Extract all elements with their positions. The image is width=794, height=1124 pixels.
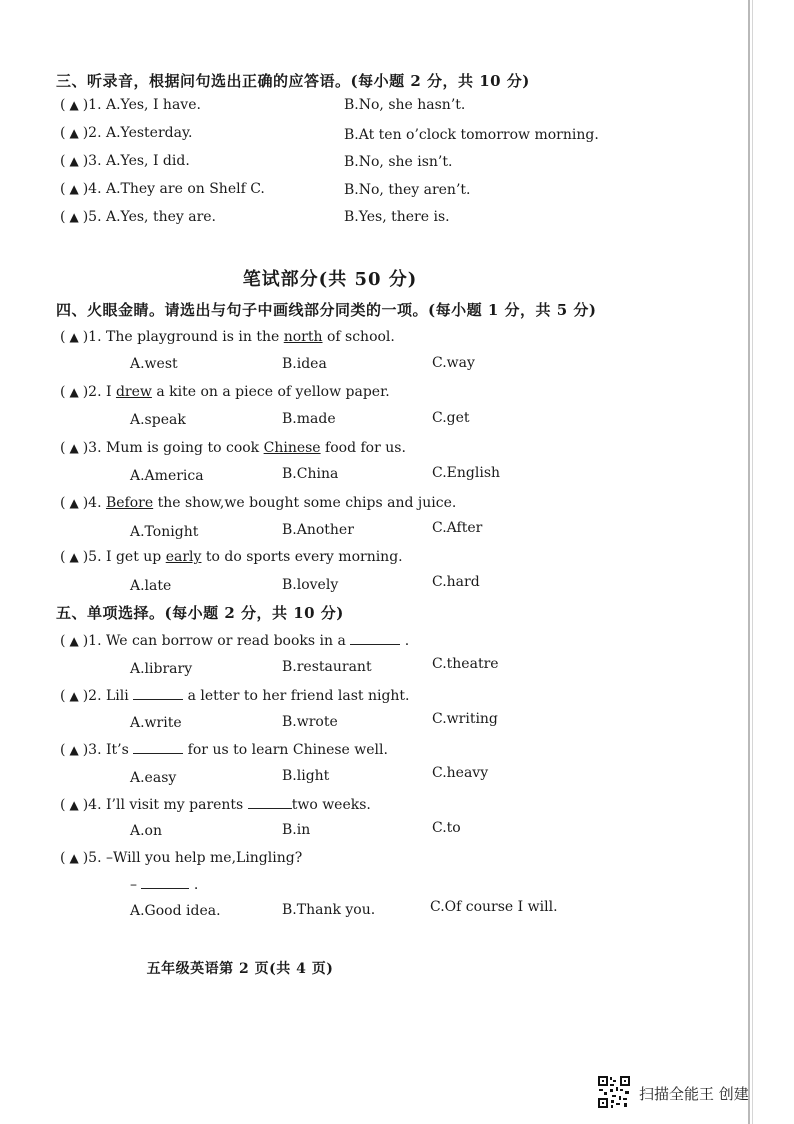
question-number: )4. — [82, 797, 102, 813]
s4-q2-option-b: B.made — [282, 411, 336, 427]
triangle-marker: ▲ — [69, 634, 79, 648]
s4-q3 — [60, 440, 406, 456]
s5-q3 — [60, 741, 388, 758]
stem-post: for us to learn Chinese well. — [183, 742, 388, 758]
s5-q2-option-c: C.writing — [432, 711, 498, 727]
option-a: A.Yesterday. — [105, 125, 193, 141]
s5-q4-option-c: C.to — [432, 820, 461, 836]
option-a: A.They are on Shelf C. — [105, 181, 265, 197]
stem-post: of school. — [322, 329, 395, 345]
s4-q5-option-c: C.hard — [432, 574, 480, 590]
s4-q5-option-a: A.late — [130, 578, 172, 594]
question-number: )5. — [82, 209, 102, 225]
s5-q3-option-b: B.light — [282, 768, 330, 784]
option-a: A.Yes, they are. — [105, 209, 217, 225]
triangle-marker: ▲ — [69, 126, 79, 140]
s5-q1-option-a: A.library — [130, 661, 193, 677]
s5-q1-option-c: C.theatre — [432, 656, 499, 672]
question-number: )2. — [82, 688, 102, 704]
stem-post: the show,we bought some chips and juice. — [153, 495, 457, 511]
section3-title: 三、听录音，根据问句选出正确的应答语。(每小题 2 分，共 10 分) — [56, 72, 530, 90]
scanner-watermark: 扫描全能王 创建 — [639, 1085, 749, 1103]
stem-pre: I’ll visit my parents — [105, 797, 248, 813]
qr-code-icon — [597, 1075, 631, 1109]
s4-q1-option-b: B.idea — [282, 356, 327, 372]
underlined-word: Chinese — [263, 440, 321, 456]
page-edge-shadow-inner — [752, 0, 753, 1124]
s4-q2-option-c: C.get — [432, 410, 470, 426]
s5-q4-option-a: A.on — [130, 823, 163, 839]
triangle-marker: ▲ — [69, 689, 79, 703]
s5-q1-option-b: B.restaurant — [282, 659, 372, 675]
s5-q2 — [60, 687, 410, 704]
answer-paren[interactable]: ( ▲ — [60, 125, 79, 141]
answer-paren[interactable]: ( ▲ — [60, 329, 79, 345]
s3-q1-option-b: B.No, she hasn’t. — [344, 97, 466, 113]
stem-pre: The playground is in the — [105, 329, 284, 345]
answer-blank[interactable] — [133, 741, 183, 754]
s5-q5-option-a: A.Good idea. — [130, 903, 221, 919]
s5-q4-option-b: B.in — [282, 822, 311, 838]
answer-paren[interactable]: ( ▲ — [60, 850, 79, 866]
question-number: )2. — [82, 125, 102, 141]
answer-paren[interactable]: ( ▲ — [60, 97, 79, 113]
answer-paren[interactable]: ( ▲ — [60, 688, 79, 704]
answer-paren[interactable]: ( ▲ — [60, 153, 79, 169]
s4-q1-option-a: A.west — [130, 356, 178, 372]
stem-pre: It’s — [105, 742, 134, 758]
triangle-marker: ▲ — [69, 441, 79, 455]
page-footer: 五年级英语第 2 页(共 4 页) — [146, 961, 334, 977]
underlined-word: Before — [105, 495, 154, 511]
s3-q2-option-b: B.At ten o’clock tomorrow morning. — [344, 127, 599, 143]
s4-q4-option-c: C.After — [432, 520, 483, 536]
triangle-marker: ▲ — [69, 550, 79, 564]
s3-q1 — [60, 97, 201, 113]
option-a: A.Yes, I have. — [105, 97, 201, 113]
answer-paren[interactable]: ( ▲ — [60, 440, 79, 456]
answer-paren[interactable]: ( ▲ — [60, 384, 79, 400]
s3-q5-option-b: B.Yes, there is. — [344, 209, 450, 225]
stem-post: a kite on a piece of yellow paper. — [151, 384, 390, 400]
question-number: )3. — [82, 742, 102, 758]
stem-post: food for us. — [320, 440, 406, 456]
s4-q5-option-b: B.lovely — [282, 577, 339, 593]
underlined-word: north — [283, 329, 323, 345]
stem-pre: I — [105, 384, 116, 400]
triangle-marker: ▲ — [69, 496, 79, 510]
triangle-marker: ▲ — [69, 210, 79, 224]
answer-blank[interactable] — [248, 796, 292, 809]
s4-q4 — [60, 495, 456, 511]
stem-post: . — [400, 633, 410, 649]
s5-q4 — [60, 796, 371, 813]
triangle-marker: ▲ — [69, 385, 79, 399]
s4-q2-option-a: A.speak — [130, 412, 186, 428]
s5-q5-option-b: B.Thank you. — [282, 902, 376, 918]
s3-q2 — [60, 125, 192, 141]
s4-q2 — [60, 384, 390, 400]
s5-q2-option-b: B.wrote — [282, 714, 338, 730]
s5-q5-answer-line: – . — [130, 877, 199, 893]
s5-q5-option-c: C.Of course I will. — [430, 899, 558, 915]
s5-q3-option-a: A.easy — [130, 770, 177, 786]
triangle-marker: ▲ — [69, 743, 79, 757]
question-number: )3. — [82, 153, 102, 169]
s3-q4 — [60, 181, 265, 197]
stem-pre: We can borrow or read books in a — [105, 633, 351, 649]
question-number: )4. — [82, 495, 102, 511]
page-edge-shadow — [748, 0, 750, 1124]
question-number: )1. — [82, 97, 102, 113]
written-part-title: 笔试部分(共 50 分) — [242, 269, 418, 290]
question-number: )1. — [82, 633, 102, 649]
s5-q3-option-c: C.heavy — [432, 765, 489, 781]
stem-post: a letter to her friend last night. — [183, 688, 410, 704]
s3-q3-option-b: B.No, she isn’t. — [344, 154, 453, 170]
answer-blank[interactable] — [141, 876, 189, 889]
answer-paren[interactable]: ( ▲ — [60, 742, 79, 758]
s4-q4-option-b: B.Another — [282, 522, 354, 538]
answer-paren[interactable]: ( ▲ — [60, 549, 79, 565]
question-number: )3. — [82, 440, 102, 456]
s3-q4-option-b: B.No, they aren’t. — [344, 182, 471, 198]
underlined-word: drew — [115, 384, 152, 400]
question-number: )5. — [82, 549, 102, 565]
stem-post: to do sports every morning. — [201, 549, 403, 565]
s4-q3-option-c: C.English — [432, 465, 501, 481]
stem-pre: Mum is going to cook — [105, 440, 264, 456]
s5-q2-option-a: A.write — [130, 715, 182, 731]
triangle-marker: ▲ — [69, 798, 79, 812]
underlined-word: early — [165, 549, 202, 565]
question-number: )5. — [82, 850, 102, 866]
option-a: A.Yes, I did. — [105, 153, 190, 169]
triangle-marker: ▲ — [69, 98, 79, 112]
s4-q1 — [60, 329, 395, 345]
stem-post: two weeks. — [291, 797, 371, 813]
s4-q4-option-a: A.Tonight — [130, 524, 199, 540]
stem-pre: I get up — [105, 549, 166, 565]
triangle-marker: ▲ — [69, 154, 79, 168]
s4-q5 — [60, 549, 403, 565]
s4-q3-option-a: A.America — [130, 468, 204, 484]
triangle-marker: ▲ — [69, 851, 79, 865]
stem-pre: –Will you help me,Lingling? — [105, 850, 303, 866]
answer-blank[interactable] — [350, 632, 400, 645]
section5-title: 五、单项选择。(每小题 2 分，共 10 分) — [56, 604, 344, 622]
s3-q3 — [60, 153, 190, 169]
answer-paren[interactable]: ( ▲ — [60, 209, 79, 225]
question-number: )2. — [82, 384, 102, 400]
s3-q5 — [60, 209, 216, 225]
stem-pre: Lili — [105, 688, 134, 704]
triangle-marker: ▲ — [69, 182, 79, 196]
section4-title: 四、火眼金睛。请选出与句子中画线部分同类的一项。(每小题 1 分，共 5 分) — [56, 301, 597, 319]
s4-q3-option-b: B.China — [282, 466, 339, 482]
answer-blank[interactable] — [133, 687, 183, 700]
question-number: )4. — [82, 181, 102, 197]
s4-q1-option-c: C.way — [432, 355, 475, 371]
answer-paren[interactable]: ( ▲ — [60, 495, 79, 511]
s5-q1 — [60, 632, 409, 649]
answer-paren[interactable]: ( ▲ — [60, 797, 79, 813]
question-number: )1. — [82, 329, 102, 345]
s5-q5 — [60, 850, 302, 866]
answer-paren[interactable]: ( ▲ — [60, 181, 79, 197]
answer-paren[interactable]: ( ▲ — [60, 633, 79, 649]
triangle-marker: ▲ — [69, 330, 79, 344]
